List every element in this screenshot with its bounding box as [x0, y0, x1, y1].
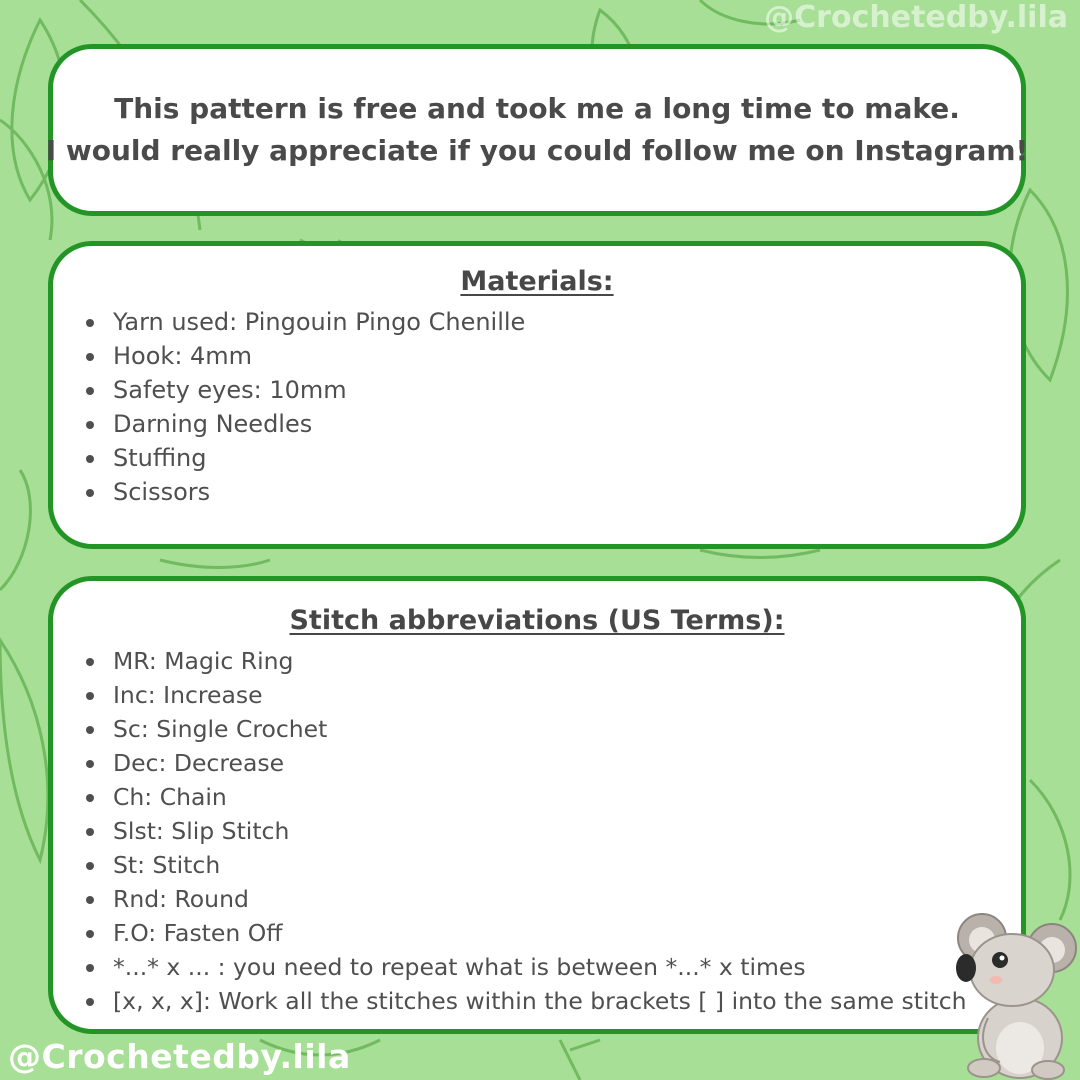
watermark-handle-top: @Crochetedby.lila	[764, 0, 1068, 35]
materials-card	[48, 241, 1026, 549]
list-item: Darning Needles	[53, 407, 1021, 441]
list-item: Sc: Single Crochet	[53, 712, 1021, 746]
list-item: Hook: 4mm	[53, 339, 1021, 373]
koala-illustration	[948, 908, 1080, 1080]
list-item: Inc: Increase	[53, 678, 1021, 712]
stitches-list	[53, 644, 1021, 1018]
materials-list	[53, 305, 1021, 509]
materials-title: Materials:	[460, 266, 614, 297]
list-item: *...* x ... : you need to repeat what is between *...* x times	[53, 950, 1021, 984]
list-item: Stuffing	[53, 441, 1021, 475]
intro-card	[45, 44, 1029, 216]
list-item: Scissors	[53, 475, 1021, 509]
list-item: Slst: Slip Stitch	[53, 814, 1021, 848]
list-item: Safety eyes: 10mm	[53, 373, 1021, 407]
intro-line-1: This pattern is free and took me a long time to make.	[114, 92, 960, 125]
stitch-abbreviations-card	[48, 576, 1026, 1034]
stitches-title: Stitch abbreviations (US Terms):	[289, 605, 785, 636]
list-item: [x, x, x]: Work all the stitches within the brackets [ ] into the same stitch	[53, 984, 1021, 1018]
watermark-handle-bottom: @Crochetedby.lila	[8, 1037, 351, 1076]
intro-line-2: I would really appreciate if you could follow me on Instagram!	[45, 134, 1029, 167]
list-item: Yarn used: Pingouin Pingo Chenille	[53, 305, 1021, 339]
list-item: Dec: Decrease	[53, 746, 1021, 780]
list-item: Rnd: Round	[53, 882, 1021, 916]
list-item: Ch: Chain	[53, 780, 1021, 814]
list-item: MR: Magic Ring	[53, 644, 1021, 678]
list-item: St: Stitch	[53, 848, 1021, 882]
list-item: F.O: Fasten Off	[53, 916, 1021, 950]
intro-message	[46, 88, 1029, 172]
